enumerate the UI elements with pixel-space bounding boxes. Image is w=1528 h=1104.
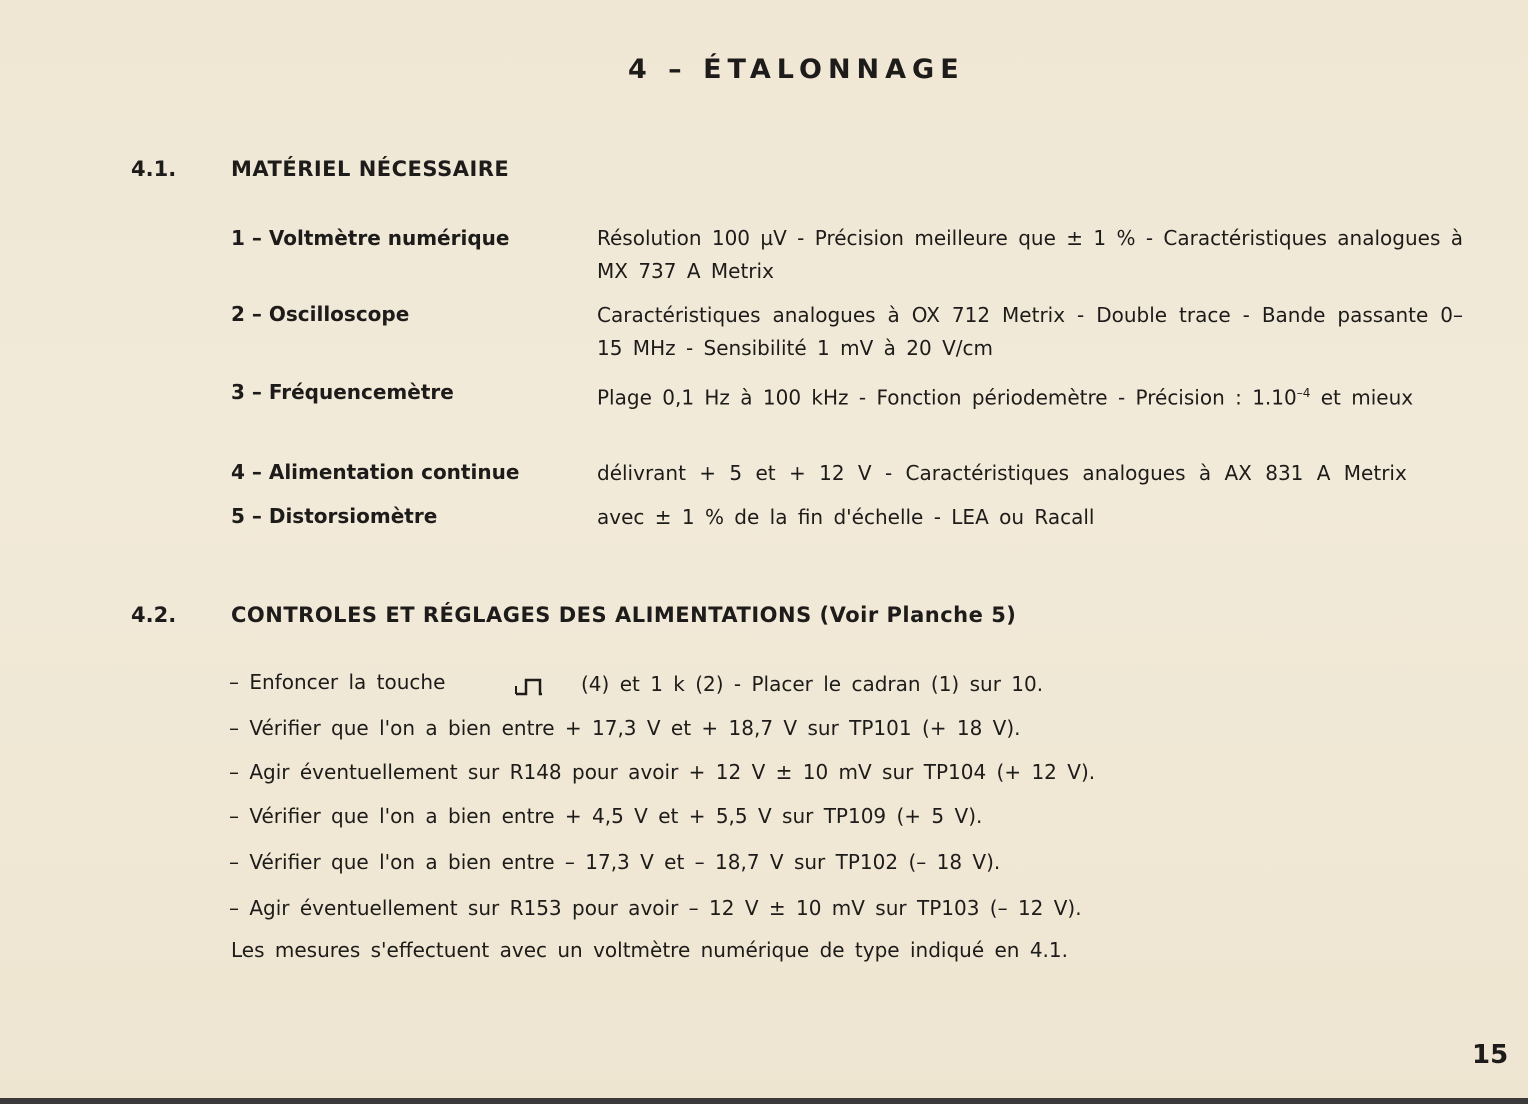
bullet-enfoncer-post: (4) et 1 k (2) - Placer le cadran (1) sur 10. bbox=[581, 672, 1044, 696]
item-label-oscilloscope: 2 – Oscilloscope bbox=[231, 302, 410, 326]
bullet-verifier-tp101: – Vérifier que l'on a bien entre + 17,3 V et + 18,7 V sur TP101 (+ 18 V). bbox=[229, 716, 1021, 740]
page-bottom-edge bbox=[0, 1098, 1528, 1104]
item-desc-distorsiometre: avec ± 1 % de la fin d'échelle - LEA ou Racall bbox=[597, 505, 1095, 529]
bullet-agir-r148: – Agir éventuellement sur R148 pour avoir + 12 V ± 10 mV sur TP104 (+ 12 V). bbox=[229, 760, 1096, 784]
page-title: 4 – ÉTALONNAGE bbox=[628, 54, 965, 85]
measurement-note: Les mesures s'effectuent avec un voltmètre numérique de type indiqué en 4.1. bbox=[231, 938, 1068, 962]
item-desc-voltmetre: Résolution 100 µV - Précision meilleure que ± 1 % - Caractéristiques analogues à MX 737 A Metrix bbox=[597, 226, 1463, 283]
pulse-waveform-icon bbox=[514, 674, 558, 696]
section-title-controles bbox=[231, 603, 1016, 627]
section-title-materiel: MATÉRIEL NÉCESSAIRE bbox=[231, 157, 510, 181]
bullet-enfoncer-pre: – Enfoncer la touche bbox=[229, 670, 446, 694]
item-desc-alimentation: délivrant + 5 et + 12 V - Caractéristiques analogues à AX 831 A Metrix bbox=[597, 461, 1407, 485]
section-number-4-2: 4.2. bbox=[131, 603, 177, 627]
section-title-controles-ref: (Voir Planche 5) bbox=[819, 603, 1017, 627]
item-label-frequencemetre: 3 – Fréquencemètre bbox=[231, 380, 454, 404]
bullet-verifier-tp102: – Vérifier que l'on a bien entre – 17,3 V et – 18,7 V sur TP102 (– 18 V). bbox=[229, 850, 1001, 874]
bullet-agir-r153: – Agir éventuellement sur R153 pour avoir – 12 V ± 10 mV sur TP103 (– 12 V). bbox=[229, 896, 1082, 920]
item-desc-oscilloscope: Caractéristiques analogues à OX 712 Metrix - Double trace - Bande passante 0–15 MHz - Sensibilité 1 mV à 20 V/cm bbox=[597, 303, 1463, 360]
freq-desc-tail: et mieux bbox=[1310, 385, 1414, 410]
item-label-voltmetre: 1 – Voltmètre numérique bbox=[231, 226, 510, 250]
item-label-distorsiometre: 5 – Distorsiomètre bbox=[231, 504, 438, 528]
page-number: 15 bbox=[1472, 1040, 1509, 1070]
section-number-4-1: 4.1. bbox=[131, 157, 177, 181]
freq-desc-main: Plage 0,1 Hz à 100 kHz - Fonction périodemètre - Précision : 1.10 bbox=[597, 385, 1297, 410]
bullet-verifier-tp109: – Vérifier que l'on a bien entre + 4,5 V et + 5,5 V sur TP109 (+ 5 V). bbox=[229, 804, 983, 828]
section-title-controles-main: CONTROLES ET RÉGLAGES DES ALIMENTATIONS bbox=[231, 603, 812, 627]
item-desc-frequencemetre bbox=[597, 377, 1463, 415]
item-label-alimentation: 4 – Alimentation continue bbox=[231, 460, 520, 484]
freq-desc-exponent: –4 bbox=[1296, 386, 1311, 400]
